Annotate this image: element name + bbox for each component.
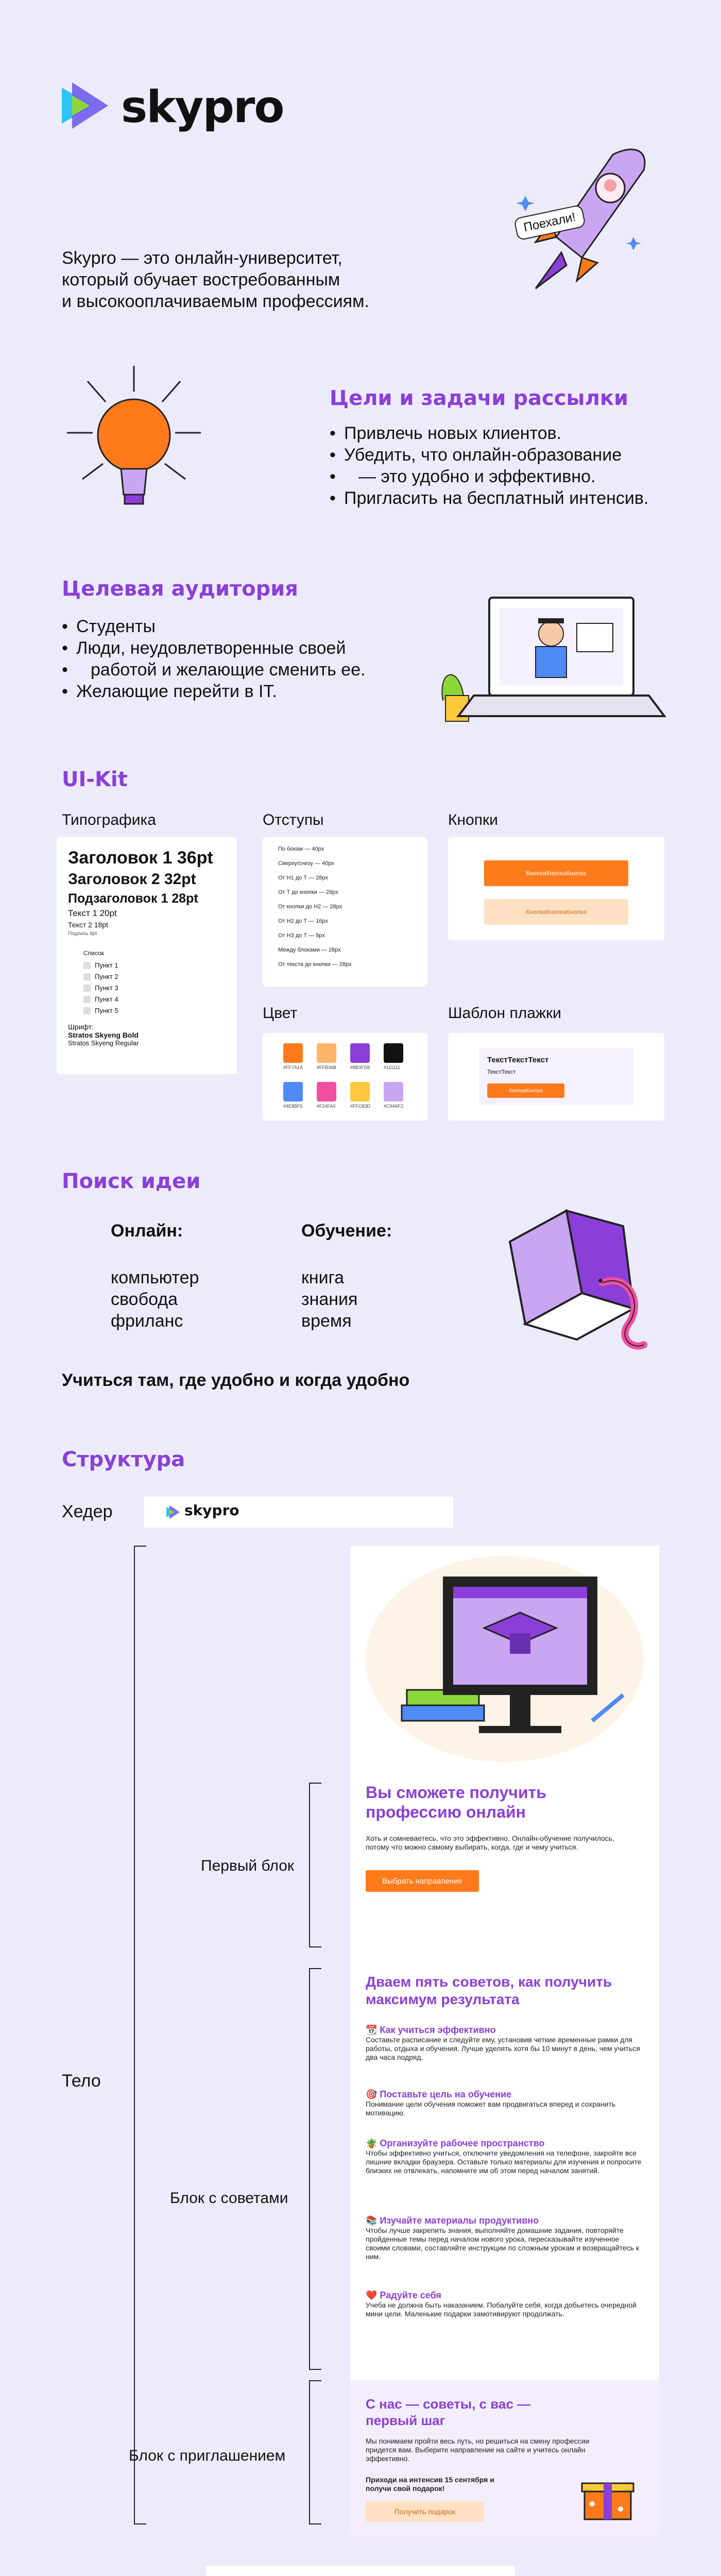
template-button[interactable]: КнопкаКнопка: [487, 1083, 564, 1098]
laptop-icon: [422, 567, 670, 737]
typo-t2: Текст 2 18pt: [68, 921, 109, 929]
goals-list: [330, 422, 690, 509]
checkbox-icon: [83, 996, 91, 1003]
tip-emoji-icon: ❤️: [366, 2290, 380, 2300]
tip-block: [366, 2138, 644, 2175]
hero-choose-button[interactable]: Выбрать направление: [366, 1870, 479, 1892]
gift-icon: [577, 2468, 639, 2524]
tips-block-label: Блок с советами: [170, 2190, 288, 2207]
invite-block-label: Блок с приглашением: [129, 2447, 286, 2464]
idea-slogan: Учиться там, где удобно и когда удобно: [62, 1370, 410, 1390]
typo-list-item: Пункт 5: [83, 1005, 226, 1016]
sample-primary-button[interactable]: КнопкаКнопкаКнопка: [484, 860, 628, 886]
tip-block: [366, 2025, 644, 2062]
spacing-item: От кнопки до H2 — 28px: [278, 904, 342, 910]
idea-col-learning: [301, 1221, 392, 1332]
typo-list-item: Пункт 4: [83, 994, 226, 1005]
color-swatch: #8B3FD8: [350, 1043, 370, 1063]
idea-word: время: [301, 1311, 352, 1331]
checkbox-icon: [83, 985, 91, 992]
tip-text: Понимание цели обучения поможет вам продвигаться вперед и сохранить мотивацию.: [366, 2100, 616, 2117]
first-block-label: Первый блок: [201, 1857, 295, 1874]
typo-t1: Текст 1 20pt: [68, 908, 117, 918]
color-swatch: #FFB36B: [317, 1043, 336, 1063]
book-worm-illustration: [479, 1180, 664, 1365]
logo: [57, 77, 294, 134]
tip-emoji-icon: 📆: [366, 2025, 380, 2035]
hero-text: Хоть и сомневаетесь, что это эффективно. Онлайн-обучение получилось, потому что можно самому выбирать, когда, где и чему учиться.: [366, 1834, 614, 1851]
idea-title: Поиск идеи: [62, 1170, 201, 1193]
audience-item: • Люди, неудовлетворенные своей: [62, 637, 422, 659]
idea-word: компьютер: [111, 1268, 199, 1287]
structure-email-body: [350, 1546, 659, 2535]
structure-title: Структура: [62, 1448, 185, 1471]
spacing-item: По бокам — 40px: [278, 846, 324, 852]
tip-text: Чтобы лучше закрепить знания, выполняйте домашние задания, повторяйте пройденные темы перед началом нового урока, пересказывайте изученное своими словами, составляйте инструкции по сложным урокам и возвращайтесь к ним.: [366, 2226, 640, 2261]
spacing-item: От H2 до Т — 16px: [278, 918, 329, 924]
typo-h2: Заголовок 2 32pt: [68, 871, 196, 888]
tip-text: Чтобы эффективно учиться, отключите уведомления на телефоне, закройте все лишние вкладки браузера. Оставьте только материалы для изучения и попросите близких не отвлекать, напомните им об этом перед началом занятий.: [366, 2149, 642, 2175]
invite-block: [350, 2380, 659, 2535]
buttons-label: Кнопки: [448, 811, 498, 828]
lightbulb-icon: [57, 361, 211, 526]
structure-footer-preview: [206, 2566, 515, 2576]
idea-word: свобода: [111, 1290, 178, 1309]
tip-title: 🎯 Поставьте цель на обучение: [366, 2089, 512, 2099]
audience-item: • Студенты: [62, 616, 422, 637]
idea-col-online: [111, 1221, 199, 1332]
hero-illustration: [366, 1556, 644, 1762]
sample-secondary-button[interactable]: КнопкаКнопкаКнопка: [484, 899, 628, 925]
idea-word: книга: [301, 1268, 345, 1287]
invite-block-bracket: [309, 2380, 321, 2524]
typo-list-item: Пункт 1: [83, 960, 226, 971]
color-swatch: #111111: [384, 1043, 403, 1063]
spacing-item: От текста до кнопки — 28px: [278, 961, 352, 968]
body-bracket: [134, 1546, 146, 2524]
intro-line-1: Skypro — это онлайн-университет,: [62, 248, 342, 268]
spacing-label: Отступы: [263, 811, 324, 828]
tip-emoji-icon: 🪴: [366, 2138, 380, 2148]
audience-item: • Желающие перейти в IT.: [62, 681, 422, 702]
goals-title: Цели и задачи рассылки: [330, 386, 629, 410]
audience-list: [62, 616, 422, 702]
typo-list-label: Список: [83, 950, 104, 957]
tip-emoji-icon: 🎯: [366, 2089, 380, 2099]
book-icon: [479, 1180, 664, 1365]
tip-title: 📆 Как учиться эффективно: [366, 2025, 496, 2035]
tip-text: Составьте расписание и следуйте ему, установив четкие временные рамки для работы, отдыха и обучения. Лучше уделять хотя бы 10 минут в день, чем учиться два часа подряд.: [366, 2036, 640, 2061]
colors-card: [263, 1033, 427, 1121]
rocket-speech-bubble: Поехали!: [513, 204, 586, 241]
checkbox-icon: [83, 1007, 91, 1014]
tip-title: 🪴 Организуйте рабочее пространство: [366, 2138, 545, 2148]
intro-line-2: который обучает востребованным: [62, 270, 340, 290]
invite-title: С нас — советы, с вас — первый шаг: [366, 2396, 531, 2428]
idea-word: фриланс: [111, 1311, 183, 1331]
spacing-item: Между блоками — 28px: [278, 947, 341, 953]
color-label: Цвет: [263, 1005, 298, 1022]
typo-list-item: Пункт 3: [83, 982, 226, 994]
structure-header-preview: [144, 1497, 453, 1528]
color-swatch: #F24FA0: [317, 1082, 336, 1101]
buttons-card: [448, 837, 664, 940]
intro-text: [62, 247, 453, 312]
template-title: ТекстТекстТекст: [487, 1056, 549, 1064]
laptop-teacher-illustration: [422, 567, 670, 737]
color-swatch: #FFC83D: [350, 1082, 370, 1101]
body-label: Тело: [62, 2071, 101, 2091]
hero-title: Вы сможете получить профессию онлайн: [366, 1783, 546, 1821]
font-label: Шрифт:: [68, 1023, 94, 1031]
logo-mark-icon: [57, 77, 113, 134]
idea-word: знания: [301, 1290, 358, 1309]
tips-block-bracket: [309, 1968, 321, 2370]
goals-item: • Пригласить на бесплатный интенсив.: [330, 487, 690, 509]
idea-col-online-title: Онлайн:: [111, 1221, 183, 1241]
logo-text: skypro: [184, 1502, 239, 1519]
template-text: ТекстТекст: [487, 1069, 516, 1075]
intro-line-3: и высокооплачиваемым профессиям.: [62, 292, 369, 311]
template-label: Шаблон плажки: [448, 1005, 561, 1022]
typo-h3: Подзаголовок 1 28pt: [68, 891, 198, 906]
logo-mark-icon: [165, 1504, 181, 1520]
audience-title: Целевая аудитория: [62, 577, 298, 601]
spacing-item: От H1 до Т — 28px: [278, 875, 329, 881]
lightbulb-illustration: [57, 361, 211, 526]
tip-block: [366, 2215, 644, 2261]
invite-date: Приходи на интенсив 15 сентября и получи свой подарок!: [366, 2476, 494, 2493]
typo-t3: Подпись 8pt: [68, 931, 97, 937]
goals-item: • Убедить, что онлайн-образование: [330, 444, 690, 466]
logo-text: skypro: [121, 81, 284, 133]
goals-item: • — это удобно и эффективно.: [330, 466, 690, 487]
computer-cap-icon: [366, 1556, 644, 1762]
idea-col-learning-title: Обучение:: [301, 1221, 392, 1241]
invite-gift-button[interactable]: Получить подарок: [366, 2501, 484, 2522]
spacing-item: Сверху/снизу — 40px: [278, 860, 334, 867]
tip-emoji-icon: 📚: [366, 2215, 380, 2226]
rocket-illustration: [505, 134, 659, 319]
goals-item: • Привлечь новых клиентов.: [330, 422, 690, 444]
audience-item: • работой и желающие сменить ее.: [62, 659, 422, 681]
typo-h1: Заголовок 1 36pt: [68, 848, 213, 868]
spacing-item: От H3 до Т — 8px: [278, 933, 325, 939]
font-bold-name: Stratos Skyeng Bold: [68, 1031, 139, 1039]
tip-block: [366, 2290, 644, 2318]
spacing-card: [263, 837, 427, 987]
checkbox-icon: [83, 962, 91, 969]
color-swatch: #4E8BF5: [283, 1082, 303, 1101]
tip-title: 📚 Изучайте материалы продуктивно: [366, 2215, 539, 2226]
typography-card: [57, 837, 237, 1074]
template-plate: [479, 1048, 633, 1105]
typo-list-item: Пункт 2: [83, 971, 226, 982]
header-label: Хедер: [62, 1502, 113, 1521]
template-card: [448, 1033, 664, 1121]
tips-title: Дваем пять советов, как получить максимум результата: [366, 1974, 612, 2007]
typography-label: Типографика: [62, 811, 156, 828]
first-block-bracket: [309, 1783, 321, 1947]
checkbox-icon: [83, 973, 91, 980]
spacing-item: От Т до кнопки — 28px: [278, 889, 338, 895]
uikit-title: UI-Kit: [62, 768, 128, 791]
tip-title: ❤️ Радуйте себя: [366, 2290, 441, 2300]
invite-text: Мы понимаем пройти весь путь, но решиться на смену профессии придется вам. Выберите направление на сайте и учитесь онлайн эффективно.: [366, 2437, 590, 2463]
tip-text: Учеба не должна быть наказанием. Побалуйте себя, когда добьетесь очередной мини цели. Маленькие подарки замотивируют продолжать.: [366, 2301, 637, 2318]
tip-block: [366, 2089, 644, 2117]
color-swatch: #C9A6F2: [384, 1082, 403, 1101]
font-regular-name: Stratos Skyeng Regular: [68, 1039, 139, 1047]
color-swatch: #FF7A1A: [283, 1043, 303, 1063]
